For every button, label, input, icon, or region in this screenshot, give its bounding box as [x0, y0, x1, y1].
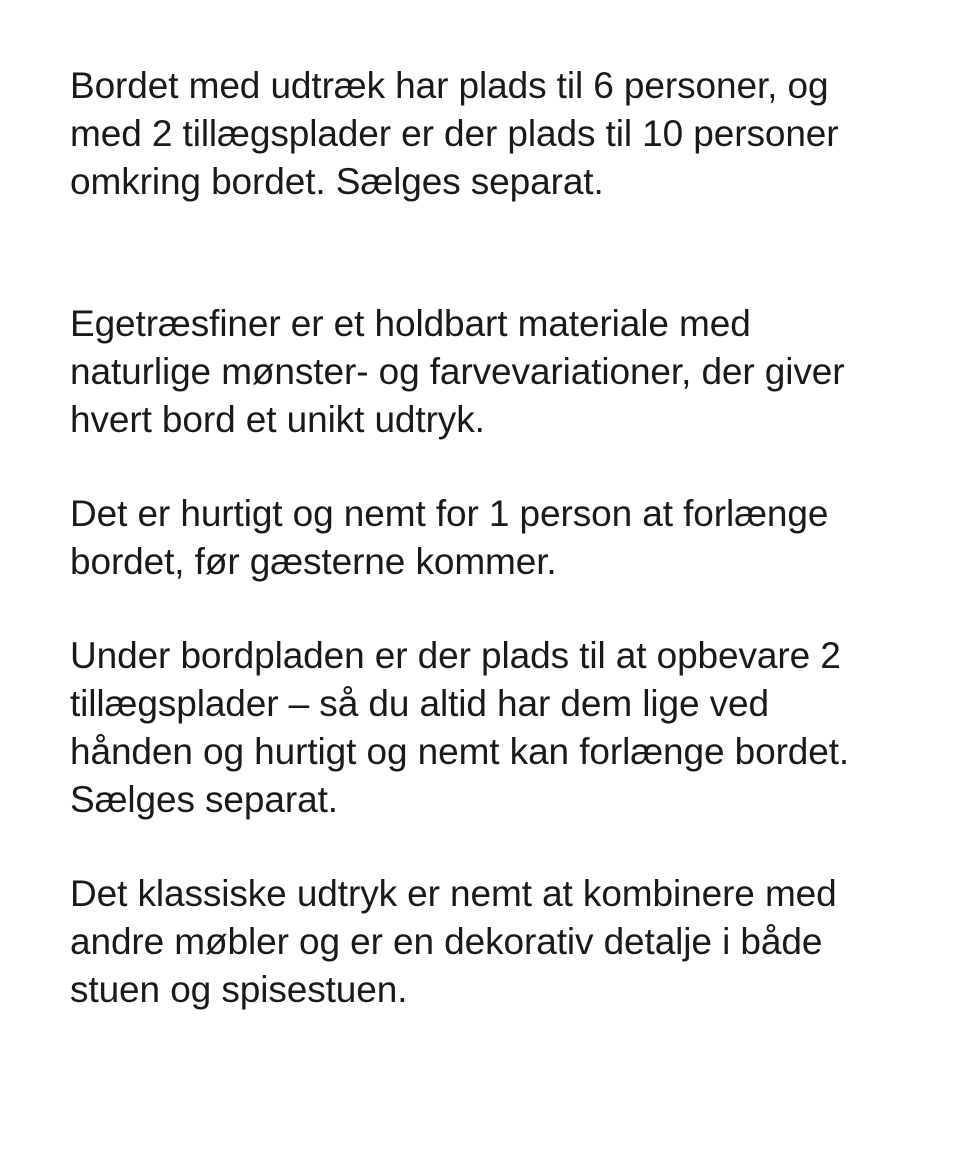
paragraph-oak-veneer-material: Egetræsfiner er et holdbart materiale med naturlige mønster- og farvevariationer, der giver hvert bord et unikt udtryk.: [70, 303, 845, 440]
paragraph-leaf-storage: Under bordpladen er der plads til at opbevare 2 tillægsplader – så du altid har dem lige ved hånden og hurtigt og nemt kan forlænge bordet. Sælges separat.: [70, 635, 850, 820]
paragraph-seating-capacity: Bordet med udtræk har plads til 6 personer, og med 2 tillægsplader er der plads til 10 personer omkring bordet. Sælges separat.: [70, 65, 839, 202]
paragraph-classic-style: Det klassiske udtryk er nemt at kombinere med andre møbler og er en dekorativ detalje i både stuen og spisestuen.: [70, 873, 837, 1010]
paragraph-single-person-extension: Det er hurtigt og nemt for 1 person at forlænge bordet, før gæsterne kommer.: [70, 493, 829, 582]
description-text-block: [70, 62, 870, 1014]
